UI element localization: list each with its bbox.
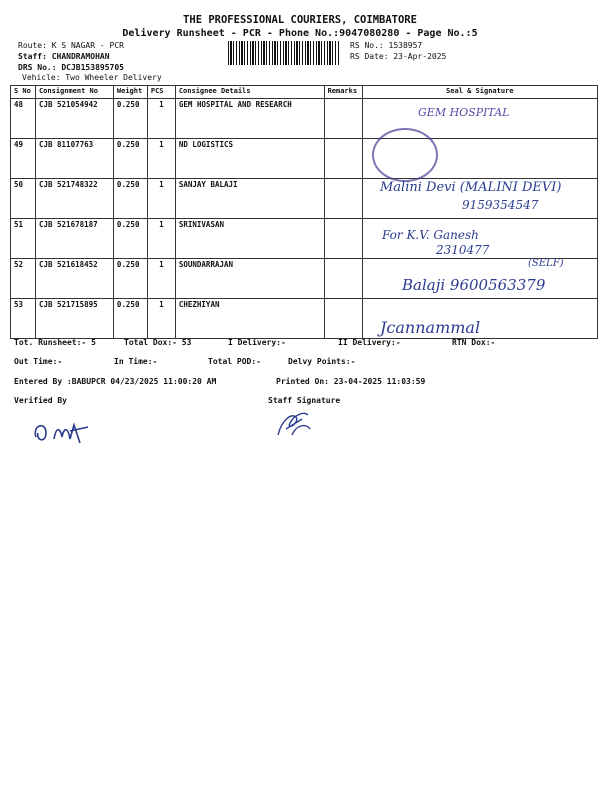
cell-consignment: CJB 521678187	[35, 219, 113, 259]
table-row	[11, 139, 598, 179]
out-time: Out Time:-	[14, 357, 63, 366]
cell-remarks	[324, 179, 362, 219]
cell-sno: 51	[11, 219, 36, 259]
cell-sno: 52	[11, 259, 36, 299]
printed-on: Printed On: 23-04-2025 11:03:59	[276, 377, 426, 386]
cell-sno: 50	[11, 179, 36, 219]
col-sno: S No	[11, 86, 36, 99]
staff-label: Staff: CHANDRAMOHAN	[18, 52, 110, 61]
runsheet-title: Delivery Runsheet - PCR - Phone No.:9047080280 - Page No.:5	[122, 28, 478, 39]
cell-consignment: CJB 521618452	[35, 259, 113, 299]
route-label: Route: K S NAGAR - PCR	[18, 41, 124, 50]
table-header-row	[11, 86, 598, 99]
total-runsheet: Tot. Runsheet:- 5	[14, 338, 96, 347]
company-title: THE PROFESSIONAL COURIERS, COIMBATORE	[183, 14, 417, 26]
cell-consignment: CJB 81107763	[35, 139, 113, 179]
cell-weight: 0.250	[113, 259, 147, 299]
staff-signature-label: Staff Signature	[268, 396, 341, 405]
cell-consignment: CJB 521748322	[35, 179, 113, 219]
col-remarks: Remarks	[324, 86, 362, 99]
cell-weight: 0.250	[113, 139, 147, 179]
i-delivery: I Delivery:-	[228, 338, 286, 347]
cell-remarks	[324, 259, 362, 299]
col-weight: Weight	[113, 86, 147, 99]
cell-consignee: SRINIVASAN	[175, 219, 324, 259]
cell-weight: 0.250	[113, 219, 147, 259]
runsheet-table	[10, 85, 598, 339]
cell-sno: 53	[11, 299, 36, 339]
cell-pcs: 1	[147, 99, 175, 139]
delivery-points: Delvy Points:-	[288, 357, 356, 366]
signature-row-51b: 2310477	[436, 243, 490, 257]
cell-pcs: 1	[147, 299, 175, 339]
drs-label: DRS No.: DCJB153895705	[18, 63, 124, 72]
cell-weight: 0.250	[113, 99, 147, 139]
signature-row-50: Malini Devi (MALINI DEVI)	[380, 180, 562, 195]
vehicle-label: Vehicle: Two Wheeler Delivery	[22, 73, 162, 82]
total-dox: Total Dox:- 53	[124, 338, 192, 347]
cell-remarks	[324, 99, 362, 139]
self-tag-row-52: (SELF)	[528, 258, 564, 269]
hospital-stamp	[372, 128, 438, 182]
staff-signature-mark	[272, 405, 318, 441]
total-pod: Total POD:-	[208, 357, 261, 366]
cell-consignee: SOUNDARRAJAN	[175, 259, 324, 299]
rs-date: RS Date: 23-Apr-2025	[350, 52, 447, 61]
verifier-signature-mark	[30, 415, 100, 450]
ii-delivery: II Delivery:-	[338, 338, 401, 347]
cell-pcs: 1	[147, 139, 175, 179]
rs-number: RS No.: 1538957	[350, 41, 423, 50]
signature-row-53: Jcannammal	[380, 318, 481, 337]
signature-row-52: Balaji 9600563379	[402, 276, 546, 294]
cell-consignee: CHEZHIYAN	[175, 299, 324, 339]
stamp-text: GEM HOSPITAL	[418, 106, 510, 119]
cell-pcs: 1	[147, 259, 175, 299]
cell-consignee: ND LOGISTICS	[175, 139, 324, 179]
verified-by-label: Verified By	[14, 396, 67, 405]
cell-pcs: 1	[147, 219, 175, 259]
cell-sno: 48	[11, 99, 36, 139]
signature-row-51a: For K.V. Ganesh	[382, 228, 479, 242]
rtn-dox: RTN Dox:-	[452, 338, 496, 347]
phone-row-50: 9159354547	[462, 198, 539, 212]
entered-by: Entered By :BABUPCR 04/23/2025 11:00:20 AM	[14, 377, 217, 386]
cell-consignment: CJB 521054942	[35, 99, 113, 139]
cell-remarks	[324, 139, 362, 179]
barcode	[228, 41, 340, 65]
cell-consignment: CJB 521715895	[35, 299, 113, 339]
cell-consignee: GEM HOSPITAL AND RESEARCH	[175, 99, 324, 139]
cell-sno: 49	[11, 139, 36, 179]
in-time: In Time:-	[114, 357, 158, 366]
cell-remarks	[324, 299, 362, 339]
cell-consignee: SANJAY BALAJI	[175, 179, 324, 219]
cell-weight: 0.250	[113, 299, 147, 339]
col-pcs: PCS	[147, 86, 175, 99]
cell-remarks	[324, 219, 362, 259]
col-consignee: Consignee Details	[175, 86, 324, 99]
cell-pcs: 1	[147, 179, 175, 219]
cell-weight: 0.250	[113, 179, 147, 219]
table-row	[11, 219, 598, 259]
col-seal-signature: Seal & Signature	[362, 86, 597, 99]
col-consignment: Consignment No	[35, 86, 113, 99]
table-row	[11, 299, 598, 339]
